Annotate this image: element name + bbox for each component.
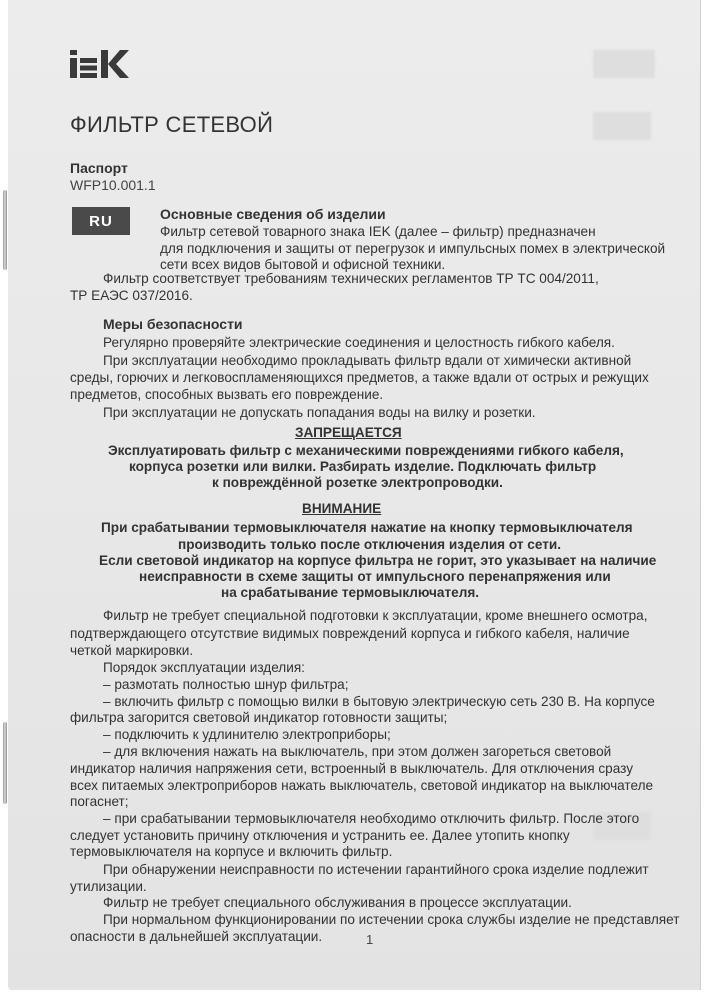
operation-line: – включить фильтр с помощью вилки в бытовую электрическую сеть 230 В. На корпусе [103, 694, 655, 709]
prohibited-line: Эксплуатировать фильтр с механическими повреждениями гибкого кабеля, [108, 443, 624, 458]
operation-line: утилизации. [70, 879, 147, 894]
language-badge: RU [72, 207, 130, 235]
page-number: 1 [366, 932, 374, 947]
operation-line: При нормальном функционировании по истечении срока службы изделие не представляет [103, 912, 680, 927]
operation-line: Фильтр не требует специального обслуживания в процессе эксплуатации. [103, 895, 572, 910]
attention-line: При срабатывании термовыключателя нажатие на кнопку термовыключателя [101, 520, 633, 535]
attention-line: неисправности в схеме защиты от импульсного перенапряжения или [139, 569, 611, 584]
operation-line: – подключить к удлинителю электроприборы; [103, 727, 391, 742]
bleed-through-badge [593, 112, 651, 140]
model-number: WFP10.001.1 [70, 177, 156, 193]
operation-line: Порядок эксплуатации изделия: [103, 660, 305, 675]
operation-line: четкой маркировки. [70, 643, 194, 658]
operation-line: всех питаемых электроприборов нажать выключатель, световой индикатор на выключателе [70, 778, 654, 793]
basic-info-line: Фильтр сетевой товарного знака IEK (далее – фильтр) предназначен [160, 224, 596, 239]
basic-info-line: сети всех видов бытовой и офисной техники. [160, 257, 446, 272]
operation-line: индикатор наличия напряжения сети, встроенный в выключатель. Для отключения сразу [70, 761, 634, 776]
operation-line: следует установить причину отключения и устранить ее. Далее утопить кнопку [70, 828, 570, 843]
bleed-through-logo [593, 50, 655, 78]
document-title: ФИЛЬТР СЕТЕВОЙ [70, 112, 274, 137]
iek-logo [70, 50, 130, 78]
operation-line: – для включения нажать на выключатель, при этом должен загореться световой [103, 744, 612, 759]
operation-line: фильтра загорится световой индикатор готовности защиты; [70, 710, 448, 725]
safety-heading: Меры безопасности [103, 316, 243, 332]
operation-line: опасности в дальнейшей эксплуатации. [70, 929, 323, 944]
staple-top [3, 190, 7, 270]
prohibited-heading: ЗАПРЕЩАЕТСЯ [295, 425, 402, 440]
iek-logo-icon [70, 50, 130, 78]
operation-line: – размотать полностью шнур фильтра; [103, 677, 349, 692]
basic-info-line: для подключения и защиты от перегрузок и импульсных помех в электрической [160, 241, 666, 256]
basic-info-line: ТР ЕАЭС 037/2016. [70, 288, 193, 303]
operation-line: термовыключателя на корпусе и включить фильтр. [70, 844, 393, 859]
operation-line: подтверждающего отсутствие видимых повреждений корпуса и гибкого кабеля, наличие [70, 626, 630, 641]
staple-bottom [3, 722, 7, 804]
operation-line: – при срабатывании термовыключателя необходимо отключить фильтр. После этого [103, 811, 640, 826]
prohibited-line: корпуса розетки или вилки. Разбирать изделие. Подключать фильтр [129, 459, 597, 474]
operation-line: погаснет; [70, 794, 129, 809]
basic-info-line: Фильтр соответствует требованиям технических регламентов ТР ТС 004/2011, [103, 271, 599, 286]
operation-line: Фильтр не требует специальной подготовки к эксплуатации, кроме внешнего осмотра, [103, 608, 648, 623]
attention-line: производить только после отключения изделия от сети. [178, 537, 562, 552]
basic-info-heading: Основные сведения об изделии [160, 206, 386, 222]
safety-line: При эксплуатации не допускать попадания воды на вилку и розетки. [103, 405, 536, 420]
safety-line: Регулярно проверяйте электрические соединения и целостность гибкого кабеля. [103, 335, 615, 350]
safety-line: предметов, способных вызвать его повреждение. [70, 387, 384, 402]
attention-line: на срабатывание термовыключателя. [221, 585, 480, 600]
safety-line: При эксплуатации необходимо прокладывать фильтр вдали от химически активной [103, 353, 632, 368]
safety-line: среды, горючих и легковоспламеняющихся предметов, а также вдали от острых и режущих [70, 370, 649, 385]
attention-heading: ВНИМАНИЕ [302, 501, 382, 516]
operation-line: При обнаружении неисправности по истечении гарантийного срока изделие подлежит [103, 862, 649, 877]
attention-line: Если световой индикатор на корпусе фильтра не горит, это указывает на наличие [99, 553, 657, 568]
document-subtitle: Паспорт [70, 160, 128, 176]
prohibited-line: к повреждённой розетке электропроводки. [212, 475, 503, 490]
